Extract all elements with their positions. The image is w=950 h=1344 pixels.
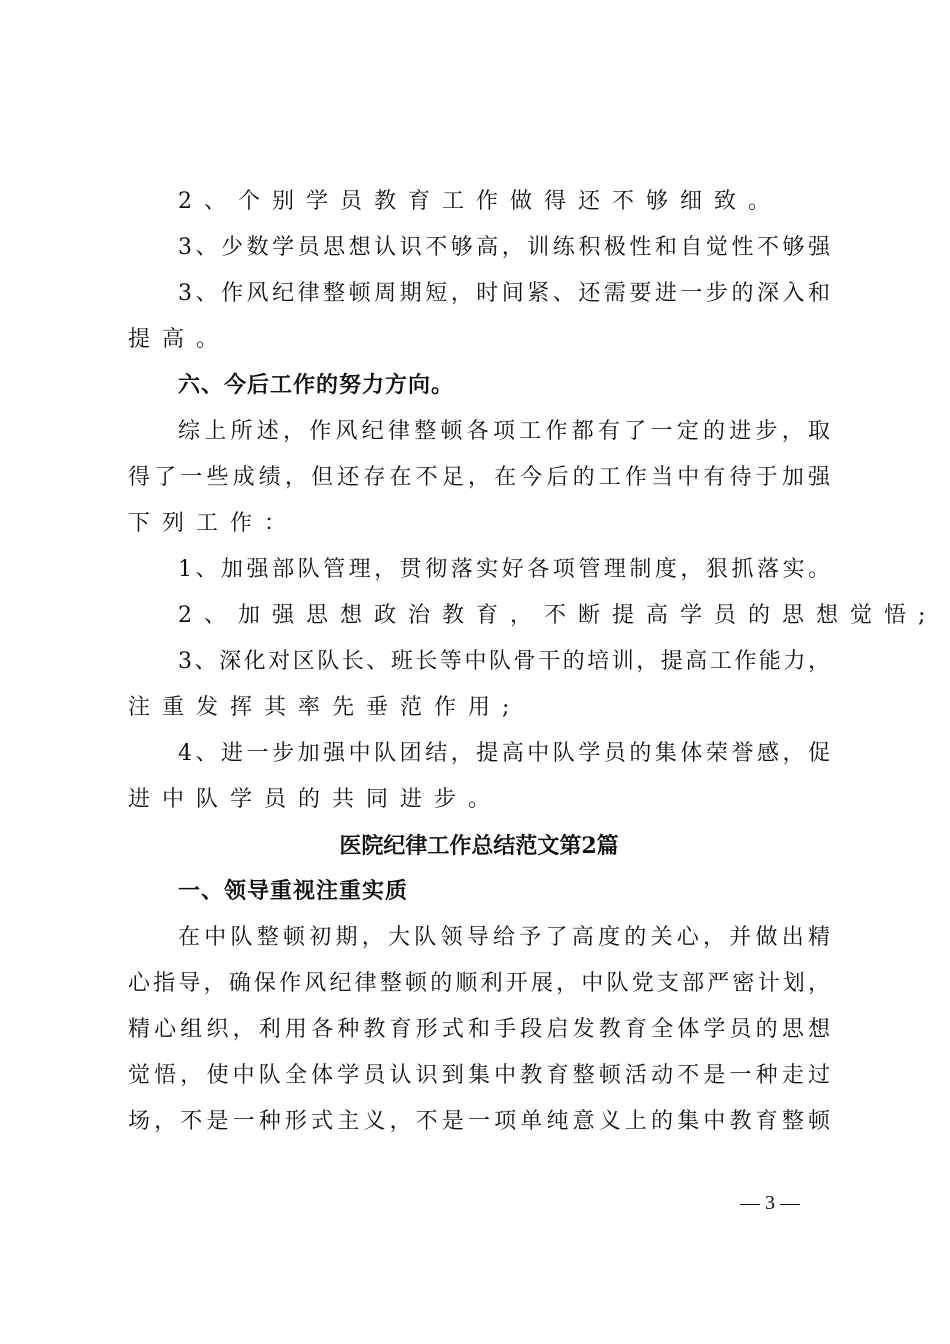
text-line: 2、个别学员教育工作做得还不够细致。 bbox=[178, 189, 782, 214]
text-line: 注重发挥其率先垂范作用; bbox=[128, 695, 522, 720]
text-line: 2、加强思想政治教育，不断提高学员的思想觉悟; bbox=[178, 603, 938, 628]
section-title: 医院纪律工作总结范文第2篇 bbox=[339, 833, 619, 859]
text-line: 得了一些成绩，但还存在不足，在今后的工作当中有待于加强 bbox=[128, 465, 830, 490]
text-line: 下列工作： bbox=[128, 511, 299, 536]
text-line: 3、作风纪律整顿周期短，时间紧、还需要进一步的深入和 bbox=[178, 281, 830, 306]
page-number: — 3 — bbox=[740, 1192, 800, 1214]
text-line: 1、加强部队管理，贯彻落实好各项管理制度，狠抓落实。 bbox=[178, 557, 830, 582]
text-line: 4、进一步加强中队团结，提高中队学员的集体荣誉感，促 bbox=[178, 741, 830, 766]
text-line: 提高。 bbox=[128, 327, 231, 352]
text-line: 觉悟，使中队全体学员认识到集中教育整顿活动不是一种走过 bbox=[128, 1063, 830, 1088]
text-line: 场，不是一种形式主义，不是一项单纯意义上的集中教育整顿 bbox=[128, 1109, 830, 1134]
section-heading: 六、今后工作的努力方向。 bbox=[178, 373, 455, 398]
text-line: 3、深化对区队长、班长等中队骨干的培训，提高工作能力， bbox=[178, 649, 830, 674]
text-line: 进中队学员的共同进步。 bbox=[128, 787, 503, 812]
text-line: 3、少数学员思想认识不够高，训练积极性和自觉性不够强 bbox=[178, 235, 830, 260]
text-line: 综上所述，作风纪律整顿各项工作都有了一定的进步，取 bbox=[178, 419, 830, 444]
document-body bbox=[128, 179, 938, 1145]
section-heading: 一、领导重视注重实质 bbox=[178, 879, 409, 904]
text-line: 心指导，确保作风纪律整顿的顺利开展，中队党支部严密计划， bbox=[128, 971, 830, 996]
text-line: 在中队整顿初期，大队领导给予了高度的关心，并做出精 bbox=[178, 925, 830, 950]
text-line: 精心组织，利用各种教育形式和手段启发教育全体学员的思想 bbox=[128, 1017, 830, 1042]
